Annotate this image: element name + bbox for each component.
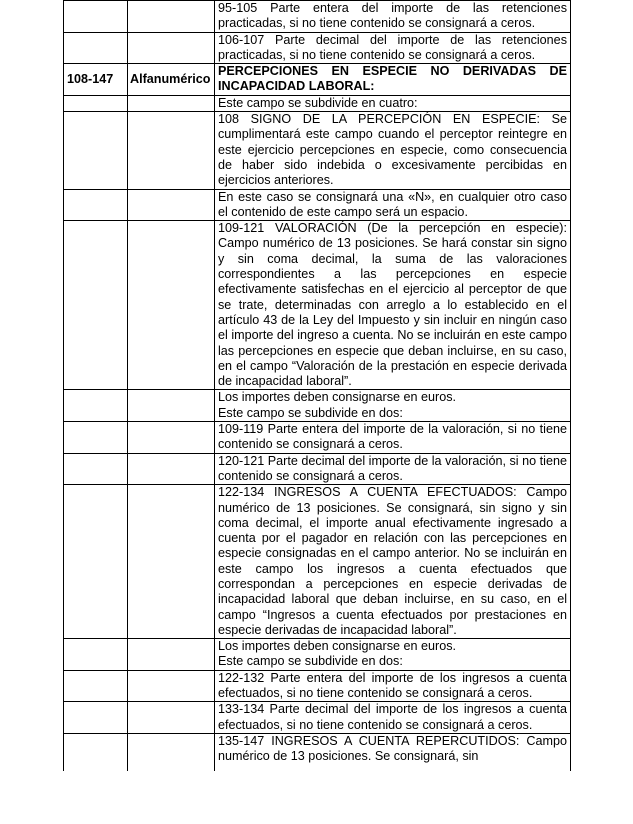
position-cell — [64, 32, 128, 64]
type-cell — [128, 422, 215, 454]
type-cell — [128, 639, 215, 671]
table-row — [64, 221, 571, 390]
description-text: En este caso se consignará una «N», en cualquier otro caso el contenido de este campo será un espacio. — [218, 189, 567, 219]
type-cell — [128, 702, 215, 734]
table-row — [64, 189, 571, 221]
position-cell — [64, 639, 128, 671]
position-cell — [64, 702, 128, 734]
type-cell — [128, 95, 215, 111]
table-row — [64, 112, 571, 189]
description-cell — [215, 32, 571, 64]
position-cell — [64, 112, 128, 189]
description-cell — [215, 639, 571, 671]
description-text: 120-121 Parte decimal del importe de la valoración, si no tiene contenido se consignará a ceros. — [218, 453, 567, 483]
type-cell — [128, 670, 215, 702]
description-cell — [215, 95, 571, 111]
description-text: 106-107 Parte decimal del importe de las retenciones practicadas, si no tiene contenido se consignará a ceros. — [218, 32, 567, 62]
description-cell — [215, 1, 571, 33]
description-cell — [215, 670, 571, 702]
position-cell — [64, 390, 128, 422]
description-cell — [215, 422, 571, 454]
document-page — [63, 0, 571, 771]
position-cell — [64, 1, 128, 33]
position-cell — [64, 189, 128, 221]
description-cell — [215, 64, 571, 96]
description-text: 109-119 Parte entera del importe de la valoración, si no tiene contenido se consignará a ceros. — [218, 422, 567, 452]
table-row — [64, 422, 571, 454]
type-cell: Alfanumérico — [128, 64, 215, 96]
type-cell — [128, 32, 215, 64]
position-cell: 108-147 — [64, 64, 128, 96]
position-cell — [64, 95, 128, 111]
description-text: Este campo se subdivide en dos: — [218, 654, 403, 669]
description-text: Los importes deben consignarse en euros. — [218, 639, 457, 654]
table-row — [64, 453, 571, 485]
table-row — [64, 733, 571, 771]
table-row — [64, 32, 571, 64]
description-text: Este campo se subdivide en dos: — [218, 405, 403, 420]
type-cell — [128, 1, 215, 33]
description-cell — [215, 733, 571, 771]
description-text: 108 SIGNO DE LA PERCEPCIÓN EN ESPECIE: Se cumplimentará este campo cuando el perceptor reintegre en este ejercicio percepciones en especie, como consecuencia de haber sido indebida o excesivamente percibidas en ejercicios anteriores. — [218, 112, 567, 188]
type-cell — [128, 453, 215, 485]
table-row — [64, 485, 571, 639]
description-cell — [215, 390, 571, 422]
table-row — [64, 390, 571, 422]
description-cell — [215, 453, 571, 485]
type-cell — [128, 189, 215, 221]
description-cell — [215, 702, 571, 734]
position-cell — [64, 733, 128, 771]
description-text: 135-147 INGRESOS A CUENTA REPERCUTIDOS: Campo numérico de 13 posiciones. Se consignará, sin — [218, 733, 567, 764]
position-cell — [64, 453, 128, 485]
description-text: 109-121 VALORACIÓN (De la percepción en especie): Campo numérico de 13 posiciones. Se hará constar sin signo y sin coma decimal, la suma de las valoraciones correspondientes a las percepciones en especie efectivamente satisfechas en el ejercicio al perceptor de que se trate, determinadas con arreglo a lo establecido en el artículo 43 de la Ley del Impuesto y sin incluir en ningún caso el importe del ingreso a cuenta. No se incluirán en este campo las percepciones en especie que deban incluirse, en su caso, en el campo “Valoración de la prestación en especie derivada de incapacidad laboral”. — [218, 221, 567, 389]
table-row — [64, 639, 571, 671]
description-text: 95-105 Parte entera del importe de las retenciones practicadas, si no tiene contenido se consignará a ceros. — [218, 1, 567, 31]
table-row — [64, 1, 571, 33]
position-cell — [64, 422, 128, 454]
description-cell — [215, 112, 571, 189]
description-text: 122-132 Parte entera del importe de los ingresos a cuenta efectuados, si no tiene contenido se consignará a ceros. — [218, 670, 567, 701]
description-cell — [215, 221, 571, 390]
table-row — [64, 702, 571, 734]
position-cell — [64, 670, 128, 702]
type-cell — [128, 485, 215, 639]
description-cell — [215, 485, 571, 639]
description-text: Los importes deben consignarse en euros. — [218, 390, 457, 405]
description-text: 122-134 INGRESOS A CUENTA EFECTUADOS: Campo numérico de 13 posiciones. Se consignará, sin signo y sin coma decimal, el importe anual efectivamente ingresado a cuenta por el pagador en relación con las percepciones en especie consignadas en el campo anterior. No se incluirán en este campo los ingresos a cuenta efectuados que correspondan a percepciones en especie derivadas de incapacidad laboral que deban incluirse, en su caso, en el campo “Ingresos a cuenta efectuados por prestaciones en especie derivadas de incapacidad laboral”. — [218, 485, 567, 637]
description-text: 133-134 Parte decimal del importe de los ingresos a cuenta efectuados, si no tiene contenido se consignará a ceros. — [218, 702, 567, 732]
position-cell — [64, 221, 128, 390]
description-cell — [215, 189, 571, 221]
type-cell — [128, 112, 215, 189]
type-cell — [128, 733, 215, 771]
field-spec-table — [63, 0, 571, 771]
table-row — [64, 95, 571, 111]
type-cell — [128, 221, 215, 390]
description-text: PERCEPCIONES EN ESPECIE NO DERIVADAS DE INCAPACIDAD LABORAL: — [218, 64, 567, 94]
type-cell — [128, 390, 215, 422]
description-text: Este campo se subdivide en cuatro: — [218, 95, 418, 110]
position-cell — [64, 485, 128, 639]
table-row — [64, 64, 571, 96]
table-row — [64, 670, 571, 702]
